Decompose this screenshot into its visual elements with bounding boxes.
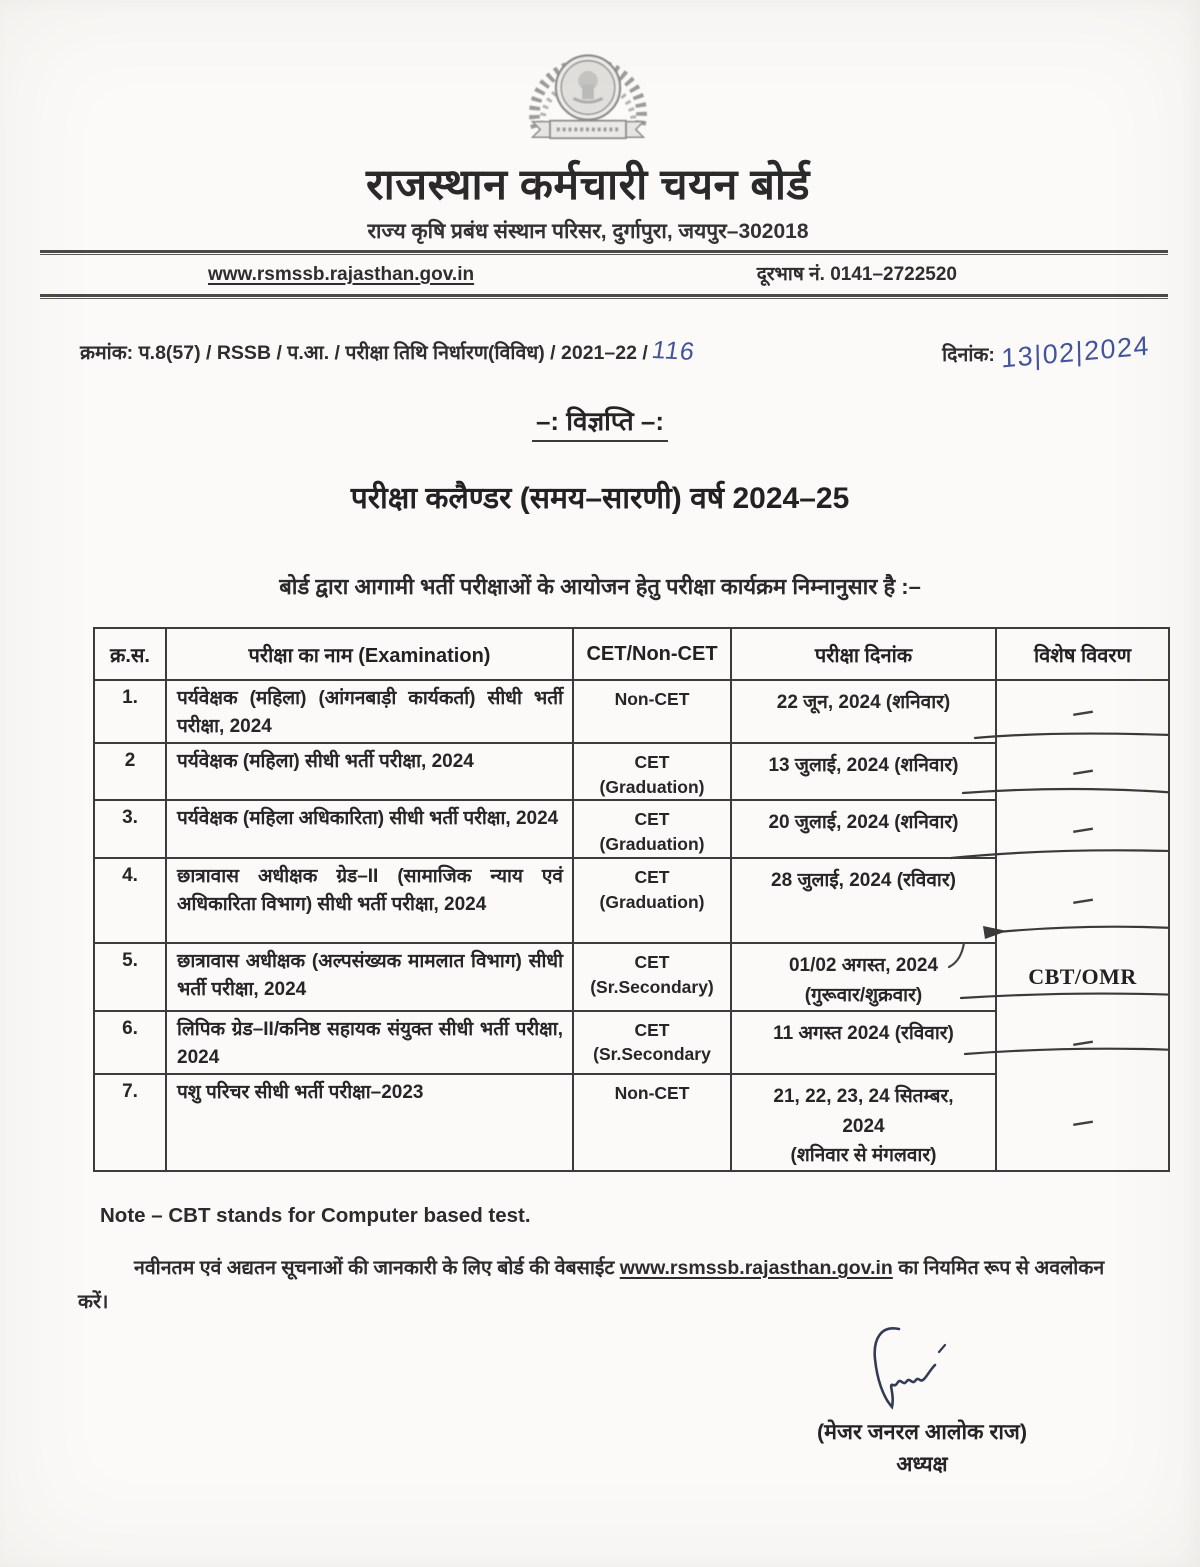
row-special [996,943,1169,1011]
row-special [996,743,1169,800]
row-exam-name: छात्रावास अधीक्षक ग्रेड–II (सामाजिक न्याय एवं अधिकारिता विभाग) सीधी भर्ती परीक्षा, 2024 [166,858,573,943]
row-exam-name: पर्यवेक्षक (महिला) सीधी भर्ती परीक्षा, 2024 [166,743,573,800]
issue-date [942,330,1162,374]
footer-website-link[interactable]: www.rsmssb.rajasthan.gov.in [619,1257,893,1280]
row-sno: 5. [94,943,166,1011]
table-row [94,800,1169,858]
cbt-omr-label: CBT/OMR [1028,964,1137,990]
row-cet: Non-CET [573,1074,731,1171]
org-name: राजस्थान कर्मचारी चयन बोर्ड [365,161,811,209]
table-row [94,680,1169,743]
col-header-date: परीक्षा दिनांक [731,628,996,680]
row-special [996,1011,1169,1074]
handwritten-dash: – [1069,813,1096,845]
handwritten-dash: – [1069,695,1096,728]
intro-line: बोर्ड द्वारा आगामी भर्ती परीक्षाओं के आयोजन हेतु परीक्षा कार्यक्रम निम्नानुसार है :– [279,574,921,599]
table-row [94,1074,1169,1171]
table-row [94,743,1169,800]
row-special [996,800,1169,858]
table-row [94,943,1169,1011]
col-header-sno: क्र.स. [94,628,166,680]
signature-block [752,1321,1092,1478]
letterhead [0,0,1176,245]
col-header-special: विशेष विवरण [996,628,1169,680]
row-exam-name: पर्यवेक्षक (महिला) (आंगनबाड़ी कार्यकर्ता) सीधी भर्ती परीक्षा, 2024 [166,680,573,743]
row-exam-name: पशु परिचर सीधी भर्ती परीक्षा–2023 [166,1074,573,1171]
row-cet: Non-CET [573,680,731,743]
footer-paragraph: नवीनतम एवं अद्यतन सूचनाओं की जानकारी के लिए बोर्ड की वेबसाईट www.rsmssb.rajasthan.gov.in का नियमित रूप से अवलोकन करें। [78,1257,1105,1313]
row-sno: 7. [94,1074,166,1171]
website-link[interactable]: www.rsmssb.rajasthan.gov.in [208,264,475,285]
row-cet: CET (Graduation) [573,743,731,800]
ref-number-handwritten: 116 [649,335,697,367]
contact-row [0,255,1200,289]
row-date: 22 जून, 2024 (शनिवार) [731,680,996,743]
page-title: परीक्षा कलैण्डर (समय–सारणी) वर्ष 2024–25 [350,482,850,515]
row-cet: CET (Sr.Secondary [573,1011,731,1074]
exam-table [93,627,1170,1172]
row-sno: 4. [94,858,166,943]
row-date: 11 अगस्त 2024 (रविवार) [731,1011,996,1074]
row-date: 21, 22, 23, 24 सितम्बर, 2024 (शनिवार से मंगलवार) [731,1074,996,1171]
board-emblem-icon [504,34,672,146]
col-header-exam-name: परीक्षा का नाम (Examination) [166,628,573,680]
row-special [996,1074,1169,1171]
date-label: दिनांक: [942,344,995,366]
row-date: 28 जुलाई, 2024 (रविवार) [731,858,996,943]
table-header-row [94,628,1169,680]
ref-number: क्रमांक: प.8(57) / RSSB / प.आ. / परीक्षा तिथि निर्धारण(विविध) / 2021–22 /116 [80,335,697,367]
row-date: 20 जुलाई, 2024 (शनिवार) [731,800,996,858]
table-row [94,1011,1169,1074]
row-date: 13 जुलाई, 2024 (शनिवार) [731,743,996,800]
row-special [996,680,1169,743]
signature-mark [847,1321,979,1417]
row-cet: CET (Graduation) [573,858,731,943]
row-sno: 6. [94,1011,166,1074]
org-address: राज्य कृषि प्रबंध संस्थान परिसर, दुर्गापुरा, जयपुर–302018 [367,220,809,243]
handwritten-dash: – [1069,755,1096,787]
col-header-cet: CET/Non-CET [573,628,731,680]
phone-number: दूरभाष नं. 0141–2722520 [756,264,957,285]
reference-row [0,299,1200,374]
handwritten-dash: – [1069,884,1096,916]
row-sno: 3. [94,800,166,858]
row-exam-name: पर्यवेक्षक (महिला अधिकारिता) सीधी भर्ती परीक्षा, 2024 [166,800,573,858]
row-special [996,858,1169,943]
table-row [94,858,1169,943]
cbt-note: Note – CBT stands for Computer based test. [100,1204,531,1228]
row-exam-name: छात्रावास अधीक्षक (अल्पसंख्यक मामलात विभाग) सीधी भर्ती परीक्षा, 2024 [166,943,573,1011]
handwritten-dash: – [1069,1106,1096,1138]
handwritten-dash: – [1069,1026,1096,1058]
notice-heading: –: विज्ञप्ति –: [0,402,1200,438]
date-handwritten: 13|02|2024 [1000,330,1150,374]
signatory-designation: अध्यक्ष [896,1452,948,1476]
row-sno: 2 [94,743,166,800]
row-exam-name: लिपिक ग्रेड–II/कनिष्ठ सहायक संयुक्त सीधी भर्ती परीक्षा, 2024 [166,1011,573,1074]
row-date: 01/02 अगस्त, 2024 (गुरूवार/शुक्रवार) [731,943,996,1011]
row-cet: CET (Sr.Secondary) [573,943,731,1011]
row-cet: CET (Graduation) [573,800,731,858]
signatory-name: (मेजर जनरल आलोक राज) [816,1419,1028,1444]
row-sno: 1. [94,680,166,743]
exam-table-wrap [93,627,1168,1172]
